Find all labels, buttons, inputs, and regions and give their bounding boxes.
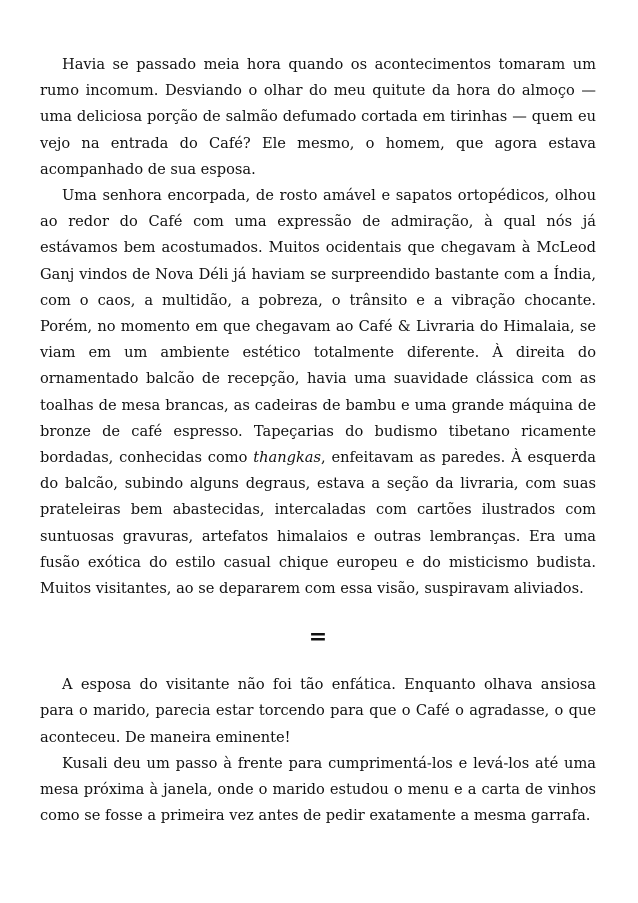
italic-term: thangkas [253,449,321,467]
paragraph-text: , enfeitavam as paredes. À esquerda do balcão, subindo alguns degraus, estava a seção da livraria, com suas prateleiras bem abastecidas, intercaladas com cartões ilustrados com suntuosas gravuras, artefatos himalaios e outras lembranças. Era uma fusão exótica do estilo casual chique europeu e do misticismo budista. Muitos visitantes, ao se depararem com essa visão, suspiravam aliviados. [40,449,596,598]
paragraph-3 [40,672,596,751]
section-separator: = [308,624,328,651]
paragraph-text: Kusali deu um passo à frente para cumprimentá-los e levá-los até uma mesa próxima à janela, onde o marido estudou o menu e a carta de vinhos como se fosse a primeira vez antes de pedir exatamente a mesma garrafa. [40,754,596,825]
paragraph-2 [40,183,596,602]
paragraph-text: Uma senhora encorpada, de rosto amável e sapatos ortopédicos, olhou ao redor do Café com uma expressão de admiração, à qual nós já estávamos bem acostumados. Muitos ocidentais que chegavam à McLeod Ganj vindos de Nova Déli já haviam se surpreendido bastante com a Índia, com o caos, a multidão, a pobreza, o trânsito e a vibração chocante. Porém, no momento em que chegavam ao Café & Livraria do Himalaia, se viam em um ambiente estético totalmente diferente. À direita do ornamentado balcão de recepção, havia uma suavidade clássica com as toalhas de mesa brancas, as cadeiras de bambu e uma grande máquina de bronze de café espresso. Tapeçarias do budismo tibetano ricamente bordadas, conhecidas como [40,187,596,467]
paragraph-1 [40,52,596,183]
paragraph-4 [40,751,596,830]
document-page [40,52,596,829]
paragraph-text: A esposa do visitante não foi tão enfática. Enquanto olhava ansiosa para o marido, parecia estar torcendo para que o Café o agradasse, o que aconteceu. De maneira eminente! [40,676,596,746]
paragraph-text: Havia se passado meia hora quando os acontecimentos tomaram um rumo incomum. Desviando o olhar do meu quitute da hora do almoço — uma deliciosa porção de salmão defumado cortada em tirinhas — quem eu vejo na entrada do Café? Ele mesmo, o homem, que agora estava acompanhado de sua esposa. [40,56,596,178]
